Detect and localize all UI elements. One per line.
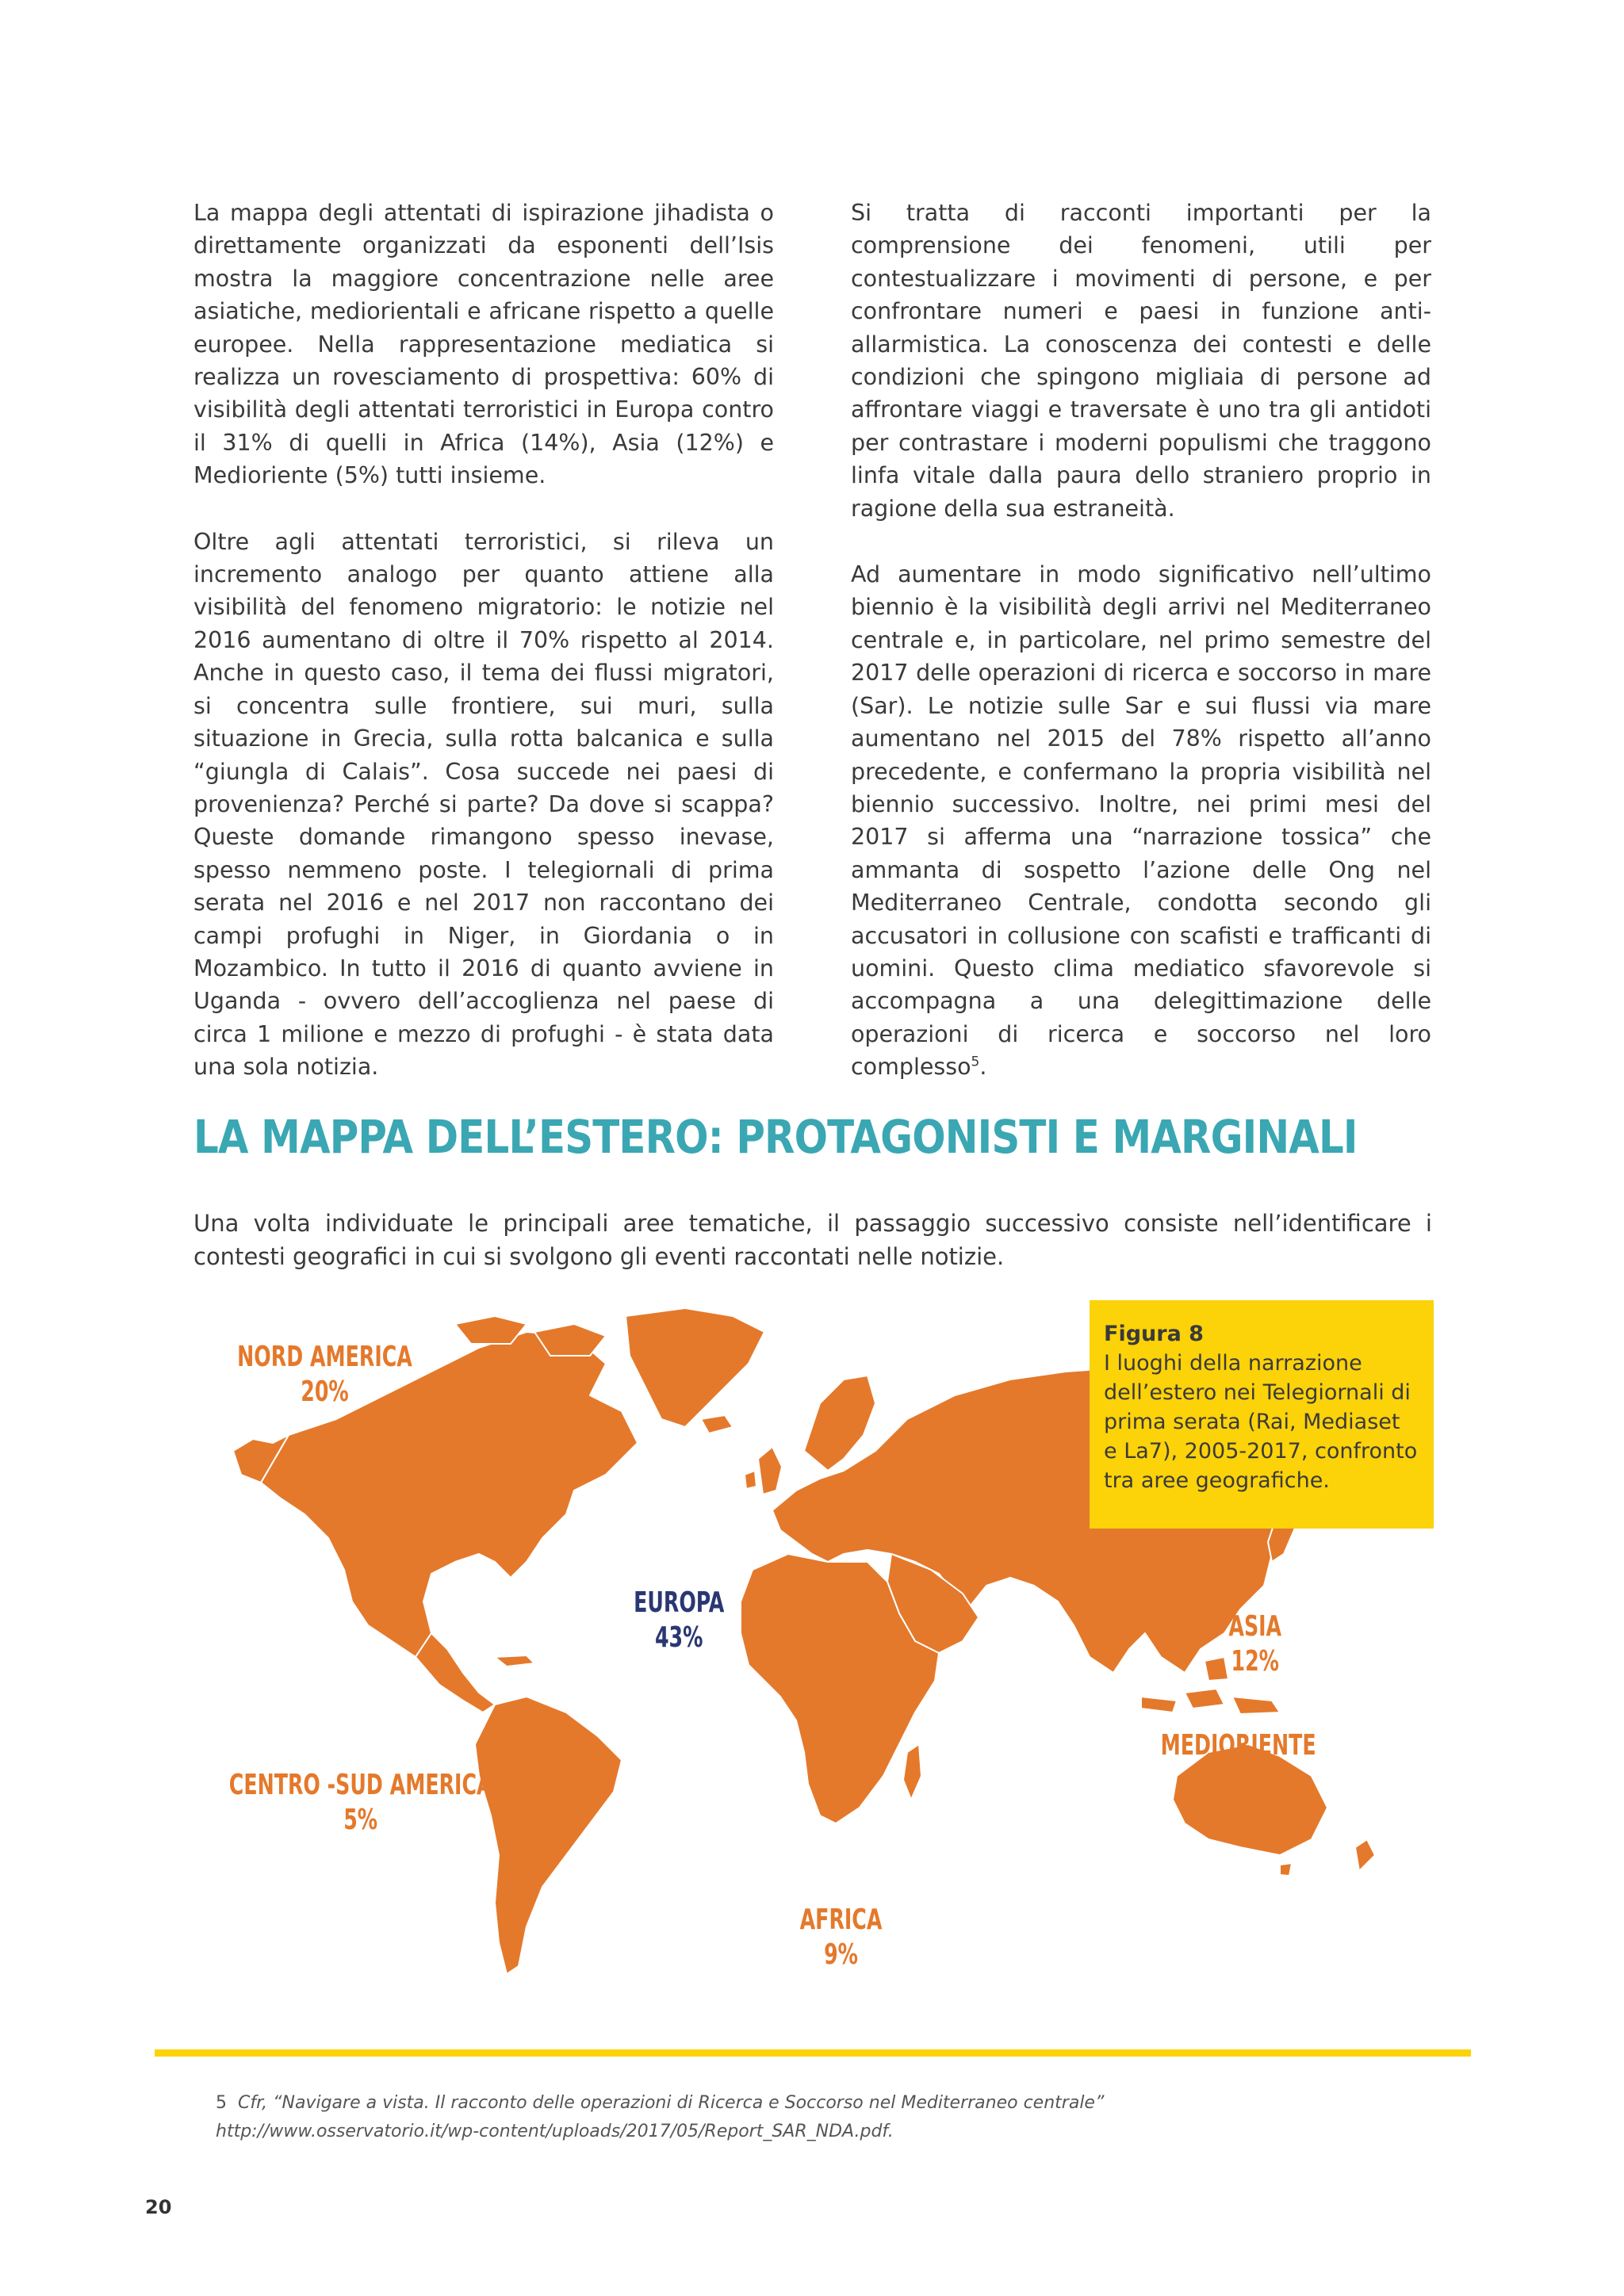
label-asia	[1228, 1609, 1281, 1679]
south-america-shape	[475, 1697, 622, 1974]
region-name: EUROPA	[634, 1586, 725, 1619]
label-africa	[800, 1903, 883, 1973]
central-america-shape	[416, 1633, 495, 1712]
region-name: CENTRO -SUD AMERICA	[229, 1769, 492, 1801]
footnote-ref: 5	[971, 1054, 980, 1070]
region-pct: 43%	[654, 1621, 703, 1654]
figure-title: Figura 8	[1104, 1322, 1204, 1346]
section-title: LA MAPPA DELL’ESTERO: PROTAGONISTI E MARGINALI	[193, 1110, 1358, 1164]
footnote-divider	[155, 2049, 1471, 2057]
page-number: 20	[145, 2196, 172, 2218]
label-centro-sud-america	[229, 1768, 492, 1838]
footnote-number: 5	[216, 2093, 227, 2113]
paragraph-text: Ad aumentare in modo significativo nell’ultimo biennio è la visibilità degli arrivi nel Mediterraneo centrale e, in particolare, nel primo semestre del 2017 delle operazioni di ricerca e soccorso in mare (Sar). Le notizie sulle Sar e sui flussi via mare aumentano nel 2015 del 78% rispetto all’anno precedente, e confermano la propria visibilità nel biennio successivo. Inoltre, nei primi mesi del 2017 si afferma una “narrazione tossica” che ammanta di sospetto l’azione delle Ong nel Mediterraneo Centrale, condotta secondo gli accusatori in collusione con scafisti e trafficanti di uomini. Questo clima mediatico sfavorevole si accompagna a una delegittimazione delle operazioni di ricerca e soccorso nel loro complesso	[851, 561, 1431, 1081]
label-medioriente	[1161, 1728, 1316, 1798]
region-pct: 12%	[1231, 1645, 1279, 1678]
label-europa	[634, 1586, 724, 1655]
paragraph: Ad aumentare in modo significativo nell’ultimo biennio è la visibilità degli arrivi nel Mediterraneo centrale e, in particolare, nel primo semestre del 2017 delle operazioni di ricerca e soccorso in mare (Sar). Le notizie sulle Sar e sui flussi via mare aumentano nel 2015 del 78% rispetto all’anno precedente, e confermano la propria visibilità nel biennio successivo. Inoltre, nei primi mesi del 2017 si afferma una “narrazione tossica” che ammanta di sospetto l’azione delle Ong nel Mediterraneo Centrale, condotta secondo gli accusatori in collusione con scafisti e trafficanti di uomini. Questo clima mediatico sfavorevole si accompagna a una delegittimazione delle operazioni di ricerca e soccorso nel loro complesso$^5$.	[851, 561, 1431, 1081]
text-column-left	[193, 197, 774, 1117]
scandinavia-shape	[804, 1376, 875, 1471]
region-name: ASIA	[1228, 1610, 1281, 1643]
label-nord-america	[237, 1340, 412, 1410]
paragraph: La mappa degli attentati di ispirazione jihadista o direttamente organizzati da esponenti dell’Isis mostra la maggiore concentrazione nelle aree asiatiche, mediorientali e africane rispetto a quelle europee. Nella rappresentazione mediatica si realizza un rovesciamento di prospettiva: 60% di visibilità degli attentati terroristici in Europa contro il 31% di quelli in Africa (14%), Asia (12%) e Medioriente (5%) tutti insieme.	[193, 200, 774, 489]
region-pct: 20%	[301, 1376, 349, 1408]
figure-caption: I luoghi della narrazione dell’estero nei Telegiornali di prima serata (Rai, Mediaset e La7), 2005-2017, confronto tra aree geografiche.	[1104, 1351, 1418, 1493]
region-pct: 11%	[1214, 1764, 1263, 1797]
footnote	[216, 2089, 1326, 2146]
region-name: MEDIORIENTE	[1161, 1729, 1317, 1762]
region-pct: 5%	[343, 1804, 378, 1836]
intro-paragraph: Una volta individuate le principali aree tematiche, il passaggio successivo consiste nell’identificare i contesti geografici in cui si svolgono gli eventi raccontati nelle notizie.	[193, 1210, 1432, 1270]
text-column-right	[851, 197, 1431, 1117]
paragraph: Oltre agli attentati terroristici, si rileva un incremento analogo per quanto attiene alla visibilità del fenomeno migratorio: le notizie nel 2016 aumentano di oltre il 70% rispetto al 2014. Anche in questo caso, il tema dei flussi migratori, si concentra sulle frontiere, sui muri, sulla situazione in Grecia, sulla rotta balcanica e sulla “giungla di Calais”. Cosa succede nei paesi di provenienza? Perché si parte? Da dove si scappa? Queste domande rimangono spesso inevase, spesso nemmeno poste. I telegiornali di prima serata nel 2016 e nel 2017 non raccontano dei campi profughi in Niger, in Giordania o in Mozambico. In tutto il 2016 di quanto avviene in Uganda - ovvero dell’accoglienza nel paese di circa 1 milione e mezzo di profughi - è stata data una sola notizia.	[193, 528, 774, 1081]
region-pct: 9%	[824, 1938, 859, 1971]
footnote-citation: Cfr, “Navigare a vista. Il racconto delle operazioni di Ricerca e Soccorso nel Mediterraneo centrale”	[238, 2093, 1105, 2113]
footnote-url: http://www.osservatorio.it/wp-content/uploads/2017/05/Report_SAR_NDA.pdf.	[216, 2122, 894, 2141]
region-name: NORD AMERICA	[236, 1341, 412, 1373]
region-name: AFRICA	[799, 1904, 883, 1936]
paragraph: Si tratta di racconti importanti per la comprensione dei fenomeni, utili per contestualizzare i movimenti di persone, e per confrontare numeri e paesi in funzione anti-allarmistica. La conoscenza dei contesti e delle condizioni che spingono migliaia di persone ad affrontare viaggi e traversate è uno tra gli antidoti per contrastare i moderni populismi che traggono linfa vitale dalla paura dello straniero proprio in ragione della sua estraneità.	[851, 200, 1431, 522]
figure-caption-box	[1090, 1300, 1434, 1529]
greenland-shape	[626, 1308, 764, 1427]
